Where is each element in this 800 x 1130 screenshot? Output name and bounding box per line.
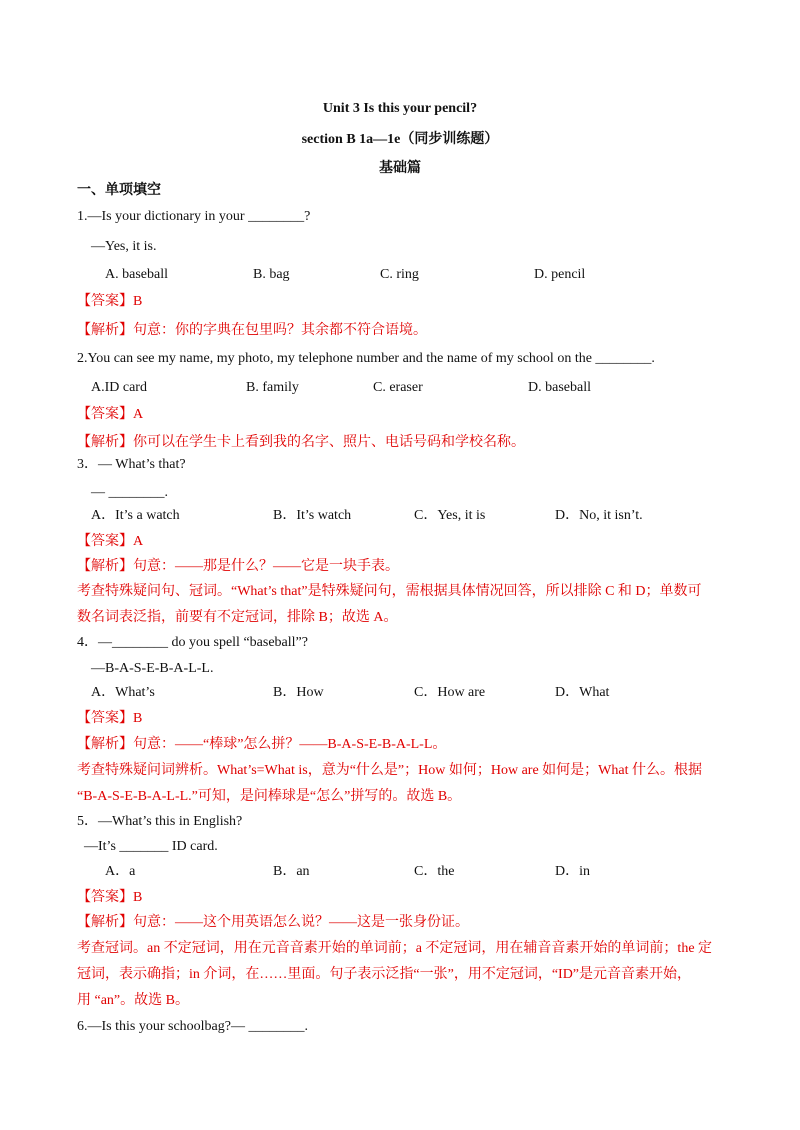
question-5-option-b: B．an: [273, 864, 310, 879]
question-3-analysis-line-1: 【解析】句意：——那是什么？——它是一块手表。: [77, 559, 399, 574]
question-2-option-c: C. eraser: [373, 380, 423, 395]
section-heading: 一、单项填空: [77, 183, 161, 198]
question-4-analysis-line-2: 考查特殊疑问词辨析。What’s=What is，意为“什么是”；How 如何；How are 如何是；What 什么。根据: [77, 763, 702, 778]
question-1-reply: —Yes, it is.: [91, 239, 157, 254]
question-5-option-a: A．a: [105, 864, 136, 879]
question-2-option-d: D. baseball: [528, 380, 591, 395]
question-3-reply: — ________.: [91, 485, 168, 500]
question-1-answer: 【答案】B: [77, 294, 143, 309]
question-4-answer: 【答案】B: [77, 711, 143, 726]
question-5-analysis-line-4: 用 “an”。故选 B。: [77, 993, 189, 1008]
question-4-option-c: C．How are: [414, 685, 486, 700]
question-3-stem: 3．— What’s that?: [77, 457, 186, 472]
question-5-analysis-line-2: 考查冠词。an 不定冠词，用在元音音素开始的单词前；a 不定冠词，用在辅音音素开始的单词前；the 定: [77, 941, 713, 956]
question-4-analysis-line-3: “B-A-S-E-B-A-L-L.”可知，是问棒球是“怎么”拼写的。故选 B。: [77, 789, 462, 804]
question-6-stem: 6.—Is this your schoolbag?— ________.: [77, 1019, 308, 1034]
question-5-analysis-line-1: 【解析】句意：——这个用英语怎么说？——这是一张身份证。: [77, 915, 469, 930]
question-3-analysis-line-2: 考查特殊疑问句、冠词。“What’s that”是特殊疑问句，需根据具体情况回答，所以排除 C 和 D；单数可: [77, 584, 702, 599]
question-4-analysis-line-1: 【解析】句意：——“棒球”怎么拼？——B-A-S-E-B-A-L-L。: [77, 737, 447, 752]
question-1-option-a: A. baseball: [105, 267, 168, 282]
question-3-option-a: A．It’s a watch: [91, 508, 180, 523]
question-3-answer: 【答案】A: [77, 534, 144, 549]
question-1-option-d: D. pencil: [534, 267, 586, 282]
question-5-analysis-line-3: 冠词，表示确指；in 介词，在……里面。句子表示泛指“一张”，用不定冠词，“ID”是元音音素开始，: [77, 967, 692, 982]
question-5-answer: 【答案】B: [77, 890, 143, 905]
question-1-option-b: B. bag: [253, 267, 290, 282]
question-3-option-d: D．No, it isn’t.: [555, 508, 643, 523]
page-title: Unit 3 Is this your pencil?: [322, 101, 478, 116]
question-5-stem: 5．—What’s this in English?: [77, 814, 243, 829]
question-2-analysis: 【解析】你可以在学生卡上看到我的名字、照片、电话号码和学校名称。: [77, 435, 525, 450]
question-1-stem: 1.—Is your dictionary in your ________?: [77, 209, 311, 224]
question-5-reply: —It’s _______ ID card.: [84, 839, 218, 854]
question-4-option-b: B．How: [273, 685, 324, 700]
question-4-option-d: D．What: [555, 685, 610, 700]
question-5-option-c: C．the: [414, 864, 455, 879]
question-1-analysis: 【解析】句意：你的字典在包里吗？其余都不符合语境。: [77, 323, 427, 338]
question-2-answer: 【答案】A: [77, 407, 144, 422]
question-2-stem: 2.You can see my name, my photo, my telephone number and the name of my school on the ________.: [77, 351, 655, 366]
question-3-analysis-line-3: 数名词表泛指，前要有不定冠词，排除 B；故选 A。: [77, 610, 398, 625]
question-1-option-c: C. ring: [380, 267, 419, 282]
page-subtitle: section B 1a—1e（同步训练题）: [301, 132, 499, 147]
question-3-option-c: C．Yes, it is: [414, 508, 486, 523]
question-4-reply: —B-A-S-E-B-A-L-L.: [91, 661, 214, 676]
question-3-option-b: B．It’s watch: [273, 508, 352, 523]
question-2-option-b: B. family: [246, 380, 299, 395]
question-2-option-a: A.ID card: [91, 380, 147, 395]
question-5-option-d: D．in: [555, 864, 590, 879]
level-heading: 基础篇: [379, 161, 421, 176]
question-4-stem: 4．—________ do you spell “baseball”?: [77, 635, 308, 650]
question-4-option-a: A．What’s: [91, 685, 155, 700]
